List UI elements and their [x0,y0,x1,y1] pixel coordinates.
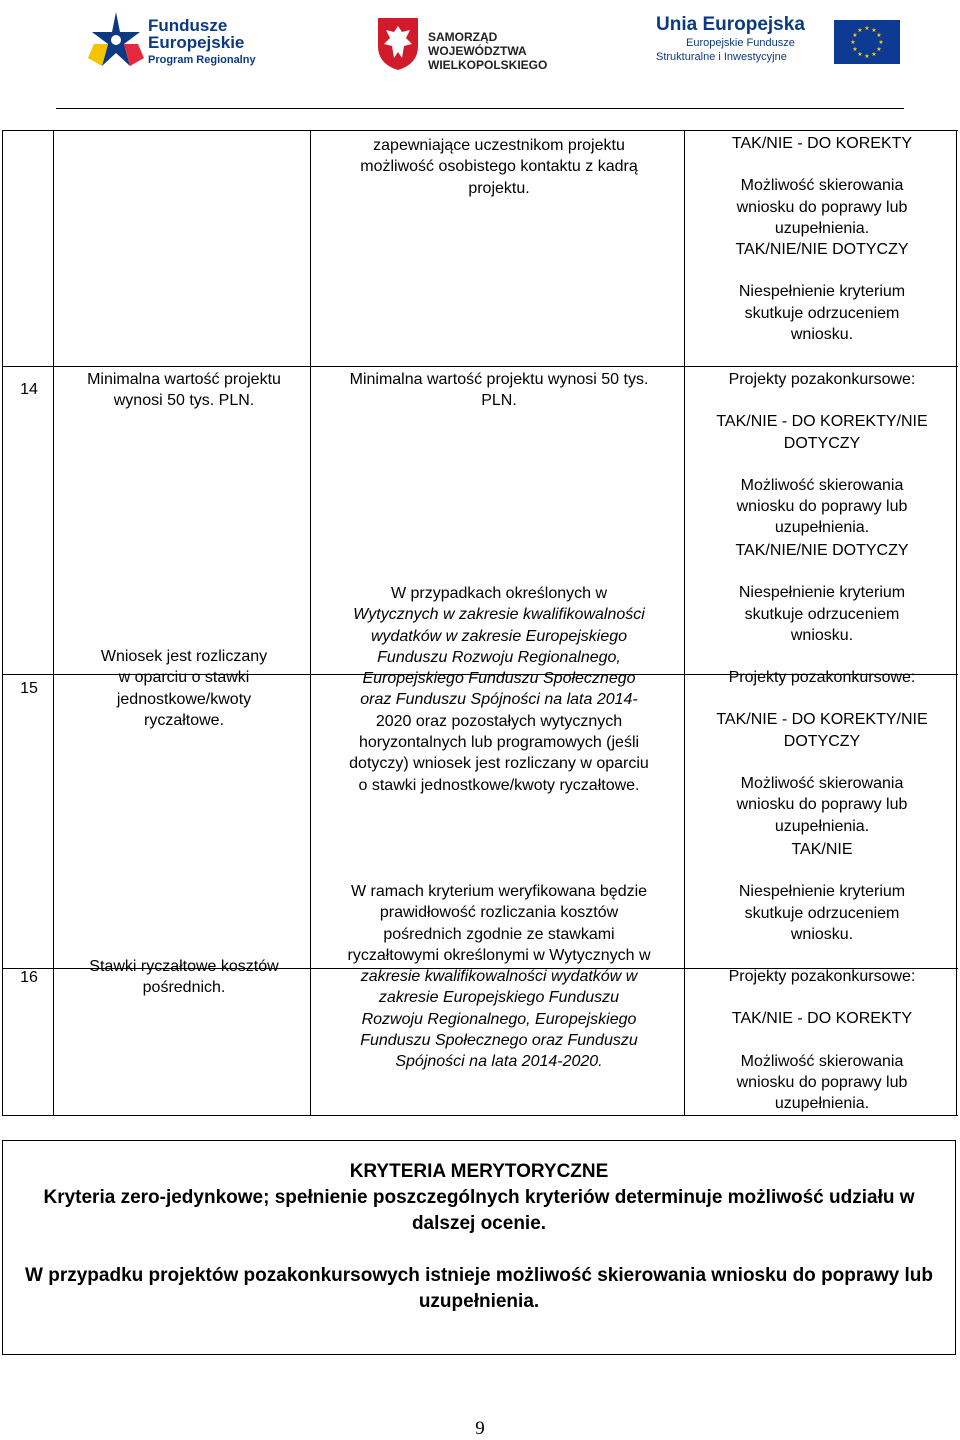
assessment-line: skutkuje odrzuceniem [744,605,900,623]
assessment-line: Możliwość skierowania [740,177,904,195]
row14-def-line: PLN. [481,392,517,410]
assessment-line: Możliwość skierowania [740,775,904,793]
criterion-name-line: jednostkowe/kwoty [116,690,252,708]
row16-def-line: Spójności na lata 2014-2020. [395,1053,603,1071]
svg-text:★: ★ [857,27,863,34]
assessment-line: DOTYCZY [783,434,861,452]
eu-flag-icon [834,20,900,64]
fundusze-europejskie-logo [86,10,256,72]
assessment-line: Niespełnienie kryterium [738,883,906,901]
logo-wlkp-line2: WIELKOPOLSKIEGO [428,58,548,72]
page-header [0,0,960,110]
assessment-line: Niespełnienie kryterium [738,283,906,301]
svg-text:★: ★ [864,25,870,32]
assessment-line: uzupełnienia. [774,519,870,537]
criterion-name-line: ryczałtowe. [143,711,225,729]
row16-def-line: zakresie kwalifikowalności wydatków w [360,968,638,986]
logo-ue-title: Unia Europejska [656,14,805,35]
assessment-line: Projekty pozakonkursowe: [728,968,916,986]
unia-europejska-logo [656,14,906,74]
row15-definition [314,583,684,796]
svg-text:★: ★ [852,32,858,39]
table-border [2,130,958,131]
assessment-line: TAK/NIE [791,841,853,858]
header-divider [56,108,904,109]
assessment-line: TAK/NIE/NIE DOTYCZY [735,542,909,559]
merit-criteria-note: Kryteria zero-jedynkowe; spełnienie poszczególnych kryteriów determinuje możliwość udziału w dalszej ocenie. [43,1187,915,1234]
assessment-line: wniosku do poprawy lub [736,1074,908,1092]
logo-ue-line1: Europejskie Fundusze [686,37,795,49]
samorzad-wielkopolski-logo [376,16,556,72]
assessment-line: wniosku do poprawy lub [736,796,908,814]
row15-def-line: o stawki jednostkowe/kwoty ryczałtowe. [358,776,640,794]
row13-def-line: zapewniające uczestnikom projektu [373,137,625,154]
svg-text:★: ★ [864,53,870,60]
merit-criteria-title: KRYTERIA MERYTORYCZNE [349,1161,609,1182]
svg-text:★: ★ [878,39,884,46]
assessment-line: TAK/NIE/NIE DOTYCZY [735,241,909,259]
merit-criteria-note: W przypadku projektów pozakonkursowych istnieje możliwość skierowania wniosku do poprawy lub uzupełnienia. [25,1265,933,1312]
row13-def-line: możliwość osobistego kontaktu z kadrą [360,158,638,176]
merit-criteria-box [2,1140,956,1355]
assessment-line: DOTYCZY [783,732,861,750]
row16-def-line: prawidłowość rozliczania kosztów [379,904,619,922]
row13-definition [314,135,684,199]
assessment-line: Możliwość skierowania [740,1052,904,1070]
row15-def-line: wydatków w zakresie Europejskiego [370,627,628,645]
row15-criterion-name [58,646,310,731]
logo-fe-line3: Program Regionalny [148,54,256,66]
assessment-line: uzupełnienia. [774,817,870,835]
assessment-line: uzupełnienia. [774,219,870,237]
criterion-name-line: wynosi 50 tys. PLN. [113,392,255,410]
table-border [2,1115,958,1116]
criterion-name-line: Wniosek jest rozliczany [100,648,268,665]
row16-def-line: ryczałtowymi określonymi w Wytycznych w [347,946,651,964]
assessment-line: wniosku. [790,925,854,943]
fundusze-europejskie-mark-icon [86,10,146,72]
row16-criterion-name [58,956,310,999]
row16-assessment [688,839,956,1115]
row13-assessment [688,133,956,345]
row15-def-line: 2020 oraz pozostałych wytycznych [375,712,623,730]
svg-text:★: ★ [876,32,882,39]
svg-text:★: ★ [850,39,856,46]
assessment-line: wniosku do poprawy lub [736,498,908,516]
row14-assessment [688,369,956,539]
logo-wlkp-line1: SAMORZĄD WOJEWÓDZTWA [428,30,527,58]
eagle-crest-icon [376,16,420,72]
assessment-line: skutkuje odrzuceniem [744,304,900,322]
assessment-line: wniosku do poprawy lub [736,198,908,216]
logo-fe-line1: Fundusze [148,16,228,35]
row15-def-line: oraz Funduszu Spójności na lata 2014- [360,691,638,709]
assessment-line: wniosku. [790,626,854,644]
criterion-name-line: w oparciu o stawki [118,669,250,687]
row14-def-line: Minimalna wartość projektu wynosi 50 tys. [349,371,649,388]
assessment-line: Możliwość skierowania [740,476,904,494]
row15-def-line: Wytycznych w zakresie kwalifikowalności [353,606,645,624]
row14-criterion-name [58,369,310,412]
assessment-line: TAK/NIE - DO KOREKTY/NIE [716,711,928,729]
row15-def-line: Europejskiego Funduszu Społecznego [362,670,636,688]
row16-definition [314,881,684,1073]
assessment-line: uzupełnienia. [774,1095,870,1113]
logo-fe-line2: Europejskie [148,33,245,52]
assessment-line: TAK/NIE - DO KOREKTY [731,135,913,152]
criteria-table [2,130,958,1115]
row15-def-line: Funduszu Rozwoju Regionalnego, [377,648,621,666]
page-number: 9 [475,1418,485,1439]
criterion-name-line: Minimalna wartość projektu [87,371,281,388]
svg-text:★: ★ [852,46,858,53]
row16-def-line: Rozwoju Regionalnego, Europejskiego [361,1010,637,1028]
row15-def-line: W przypadkach określonych w [390,585,608,602]
svg-text:★: ★ [871,27,877,34]
row15-def-line: horyzontalnych lub programowych (jeśli [358,734,640,752]
row14-number: 14 [20,381,38,398]
svg-text:★: ★ [871,51,877,58]
row13-def-line: projektu. [468,179,530,197]
row16-number: 16 [20,969,38,986]
table-border [2,366,958,367]
assessment-line: Niespełnienie kryterium [738,584,906,602]
row16-def-line: pośrednich zgodnie ze stawkami [383,925,615,943]
assessment-line: skutkuje odrzuceniem [744,904,900,922]
row15-number: 15 [20,680,38,697]
assessment-line: Projekty pozakonkursowe: [728,371,916,388]
svg-text:★: ★ [876,46,882,53]
assessment-line: TAK/NIE - DO KOREKTY [731,1010,913,1028]
row16-def-line: W ramach kryterium weryfikowana będzie [350,883,648,900]
logo-ue-line2: Strukturalne i Inwestycyjne [656,51,787,63]
svg-text:★: ★ [857,51,863,58]
row15-def-line: dotyczy) wniosek jest rozliczany w oparciu [349,755,649,773]
assessment-line: TAK/NIE - DO KOREKTY/NIE [716,413,928,431]
row16-def-line: Funduszu Społecznego oraz Funduszu [360,1032,638,1050]
row15-assessment [688,540,956,837]
assessment-line: wniosku. [790,326,854,344]
criterion-name-line: Stawki ryczałtowe kosztów [89,958,279,975]
assessment-line: Projekty pozakonkursowe: [728,669,916,687]
row14-definition [314,369,684,412]
row16-def-line: zakresie Europejskiego Funduszu [378,989,620,1007]
criterion-name-line: pośrednich. [142,979,226,997]
